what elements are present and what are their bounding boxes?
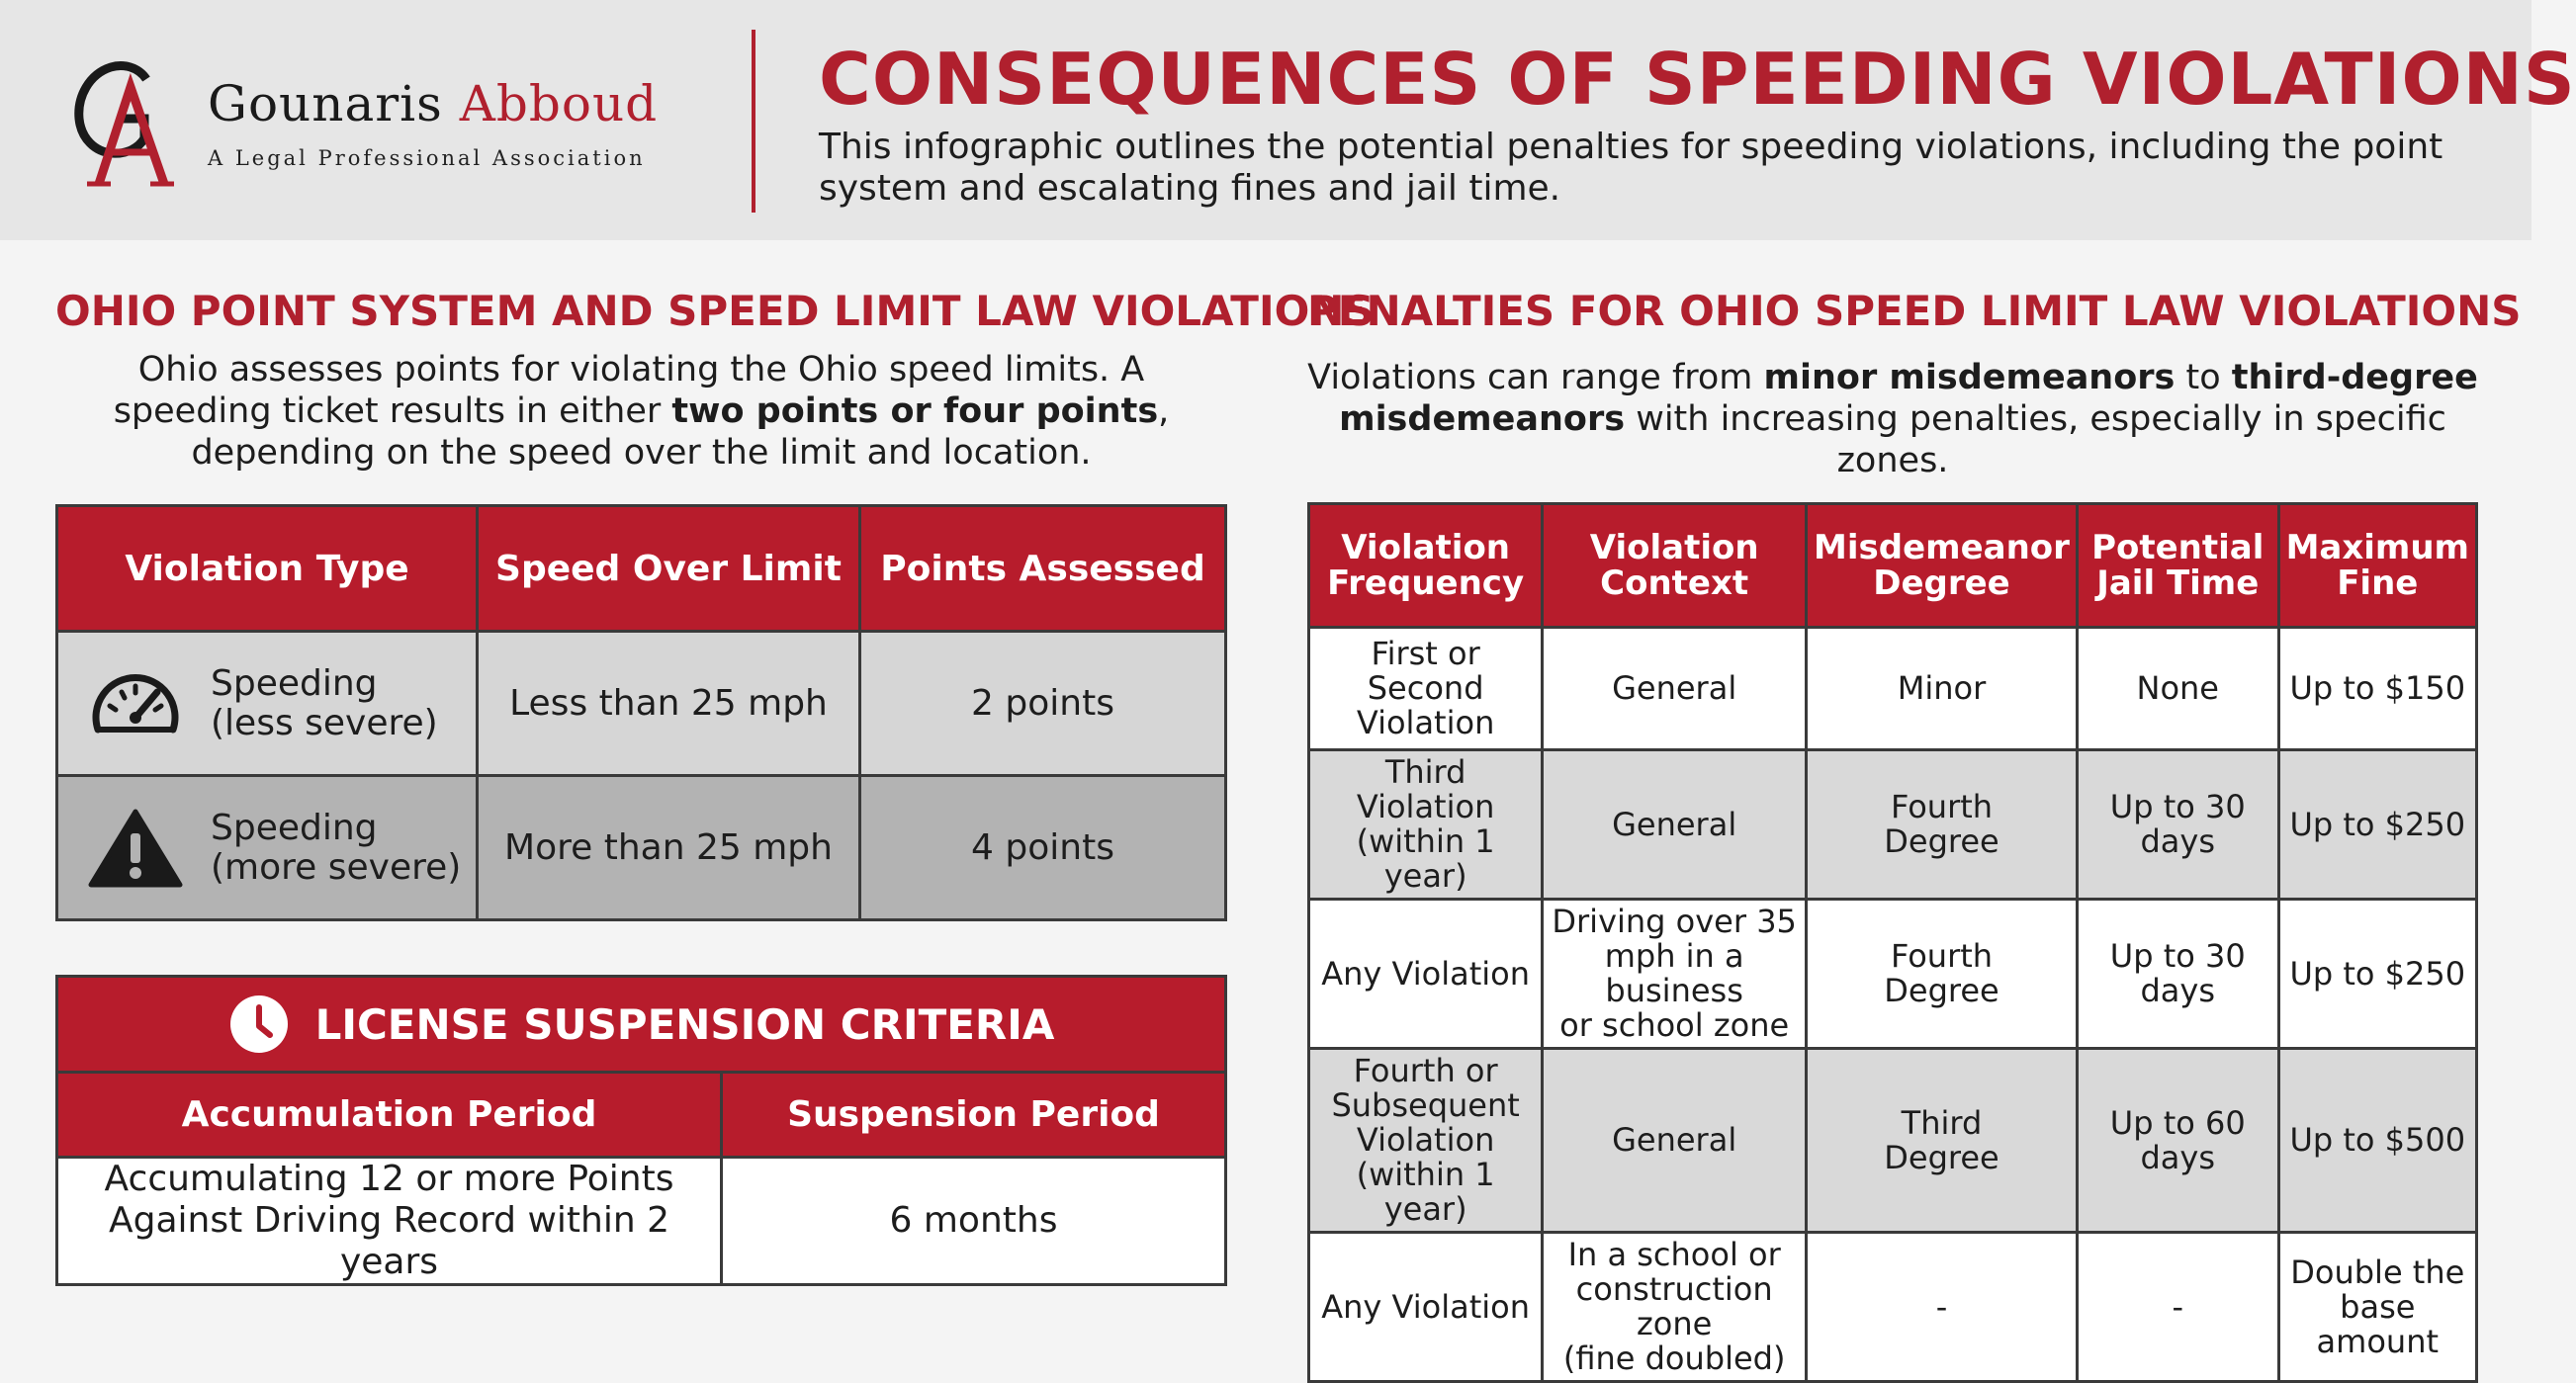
misdemeanor-degree-cell: Fourth Degree [1807, 900, 2078, 1049]
violation-frequency-cell: Fourth or Subsequent Violation (within 1 year) [1309, 1049, 1543, 1233]
suspension-criteria-label: LICENSE SUSPENSION CRITERIA [314, 999, 1055, 1049]
violation-type-qualifier: (more severe) [211, 846, 462, 888]
accumulation-period-cell: Accumulating 12 or more Points Against Driving Record within 2 years [57, 1158, 722, 1285]
penalties-table [1307, 502, 2478, 1383]
table-row [1309, 628, 2477, 750]
speedometer-icon [88, 668, 183, 739]
column-header: Misdemeanor Degree [1807, 504, 2078, 628]
points-table-header [57, 506, 1226, 632]
violation-frequency-cell: Third Violation (within 1 year) [1309, 750, 1543, 900]
suspension-period-cell: 6 months [722, 1158, 1226, 1285]
table-row [57, 1158, 1226, 1285]
column-header: Suspension Period [722, 1073, 1226, 1158]
suspension-table-header [57, 1073, 1226, 1158]
maximum-fine-cell: Up to $250 [2278, 900, 2476, 1049]
jail-time-cell: Up to 60 days [2077, 1049, 2278, 1233]
violation-context-cell: Driving over 35 mph in a business or school zone [1543, 900, 1807, 1049]
column-header: Violation Frequency [1309, 504, 1543, 628]
maximum-fine-cell: Double the base amount [2278, 1233, 2476, 1382]
speed-over-limit-cell: More than 25 mph [478, 776, 860, 920]
penalties-description: Violations can range from minor misdemeanors to third-degree misdemeanors with increasing penalties, especially in specific zones. [1307, 358, 2478, 480]
point-system-title: OHIO POINT SYSTEM AND SPEED LIMIT LAW VIOLATIONS [55, 287, 1375, 335]
column-header: Violation Type [57, 506, 478, 632]
violation-context-cell: In a school or construction zone (fine doubled) [1543, 1233, 1807, 1382]
speed-over-limit-cell: Less than 25 mph [478, 632, 860, 776]
misdemeanor-degree-cell: Third Degree [1807, 1049, 2078, 1233]
table-row [1309, 1233, 2477, 1382]
header-divider [752, 30, 755, 213]
firm-name: Gounaris Abboud [208, 75, 659, 132]
penalties-table-header [1309, 504, 2477, 628]
points-table [55, 504, 1227, 921]
suspension-criteria-title [55, 975, 1227, 1074]
violation-frequency-cell: Any Violation [1309, 1233, 1543, 1382]
misdemeanor-degree-cell: Fourth Degree [1807, 750, 2078, 900]
column-header: Speed Over Limit [478, 506, 860, 632]
misdemeanor-degree-cell: Minor [1807, 628, 2078, 750]
maximum-fine-cell: Up to $250 [2278, 750, 2476, 900]
firm-tagline: A Legal Professional Association [208, 146, 646, 170]
warning-icon [88, 808, 183, 889]
page-subtitle: This infographic outlines the potential penalties for speeding violations, including the point system and escalating fines and jail time. [819, 127, 2443, 209]
violation-frequency-cell: Any Violation [1309, 900, 1543, 1049]
table-row [1309, 750, 2477, 900]
violation-type-cell [57, 632, 478, 776]
violation-type-label: Speeding [211, 807, 378, 848]
violation-type-cell [57, 776, 478, 920]
points-assessed-cell: 2 points [860, 632, 1226, 776]
page-header [0, 0, 2576, 240]
table-row [57, 776, 1226, 920]
column-header: Potential Jail Time [2077, 504, 2278, 628]
jail-time-cell: None [2077, 628, 2278, 750]
suspension-table [55, 1071, 1227, 1286]
column-header: Points Assessed [860, 506, 1226, 632]
page-title: CONSEQUENCES OF SPEEDING VIOLATIONS [819, 38, 2576, 121]
violation-frequency-cell: First or Second Violation [1309, 628, 1543, 750]
table-row [57, 632, 1226, 776]
column-header: Maximum Fine [2278, 504, 2476, 628]
points-assessed-cell: 4 points [860, 776, 1226, 920]
violation-context-cell: General [1543, 628, 1807, 750]
column-header: Accumulation Period [57, 1073, 722, 1158]
maximum-fine-cell: Up to $500 [2278, 1049, 2476, 1233]
misdemeanor-degree-cell: - [1807, 1233, 2078, 1382]
jail-time-cell: - [2077, 1233, 2278, 1382]
table-row [1309, 900, 2477, 1049]
penalties-title: PENALTIES FOR OHIO SPEED LIMIT LAW VIOLATIONS [1307, 287, 2522, 335]
jail-time-cell: Up to 30 days [2077, 750, 2278, 900]
column-header: Violation Context [1543, 504, 1807, 628]
violation-type-qualifier: (less severe) [211, 702, 438, 743]
point-system-description: Ohio assesses points for violating the Ohio speed limits. A speeding ticket results in either two points or four points, depending on the speed over the limit and location. [113, 350, 1170, 473]
clock-icon [228, 994, 290, 1055]
maximum-fine-cell: Up to $150 [2278, 628, 2476, 750]
table-row [1309, 1049, 2477, 1233]
firm-logo-monogram [69, 57, 178, 186]
jail-time-cell: Up to 30 days [2077, 900, 2278, 1049]
violation-context-cell: General [1543, 1049, 1807, 1233]
violation-type-label: Speeding [211, 662, 378, 704]
violation-context-cell: General [1543, 750, 1807, 900]
